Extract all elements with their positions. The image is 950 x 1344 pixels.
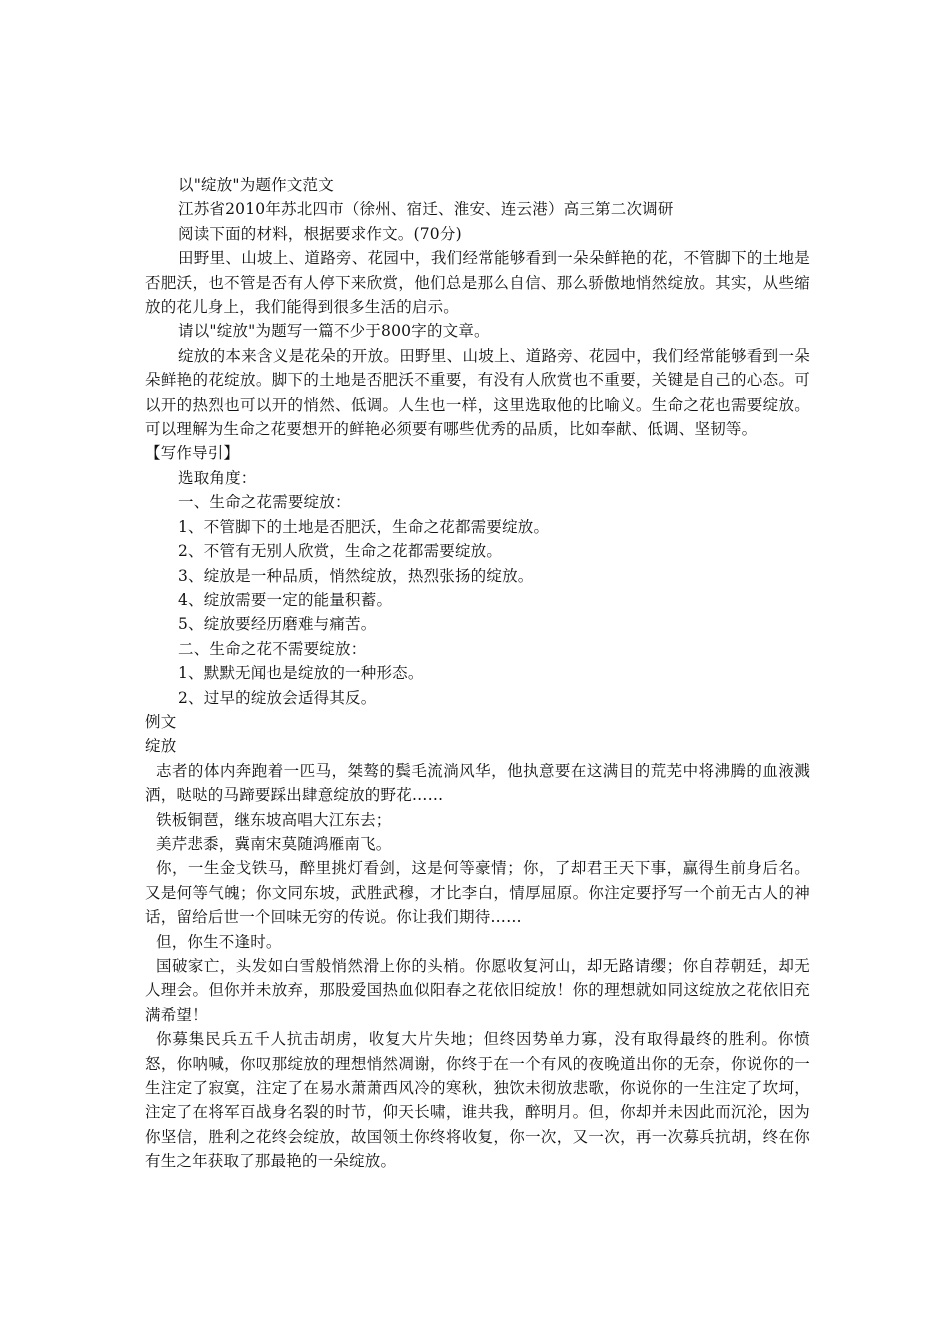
section2-title: 二、生命之花不需要绽放： (178, 639, 367, 658)
section1-item: 2、不管有无别人欣赏，生命之花都需要绽放。 (178, 542, 503, 561)
example-label: 例文 (145, 712, 177, 731)
analysis-paragraph: 绽放的本来含义是花朵的开放。田野里、山坡上、道路旁、花园中，我们经常能够看到一朵朵鲜艳的花绽放。脚下的土地是否肥沃不重要，有没有人欣赏也不重要，关键是自己的心态。可以开的热烈也可以开的悄然、低调。人生也一样，这里选取他的比喻义。生命之花也需要绽放。可以理解为生命之花要想开的鲜艳必须要有哪些优秀的品质，比如奉献、低调、坚韧等。 (145, 346, 810, 439)
section2-item: 2、过早的绽放会适得其反。 (178, 688, 377, 707)
essay-paragraph: 志者的体内奔跑着一匹马，桀骜的鬓毛流淌风华，他执意要在这满目的荒芜中将沸腾的血液溅洒，哒哒的马蹄要踩出肆意绽放的野花…… (145, 761, 810, 805)
section1-item: 3、绽放是一种品质，悄然绽放，热烈张扬的绽放。 (178, 566, 534, 585)
exam-source: 江苏省2010年苏北四市（徐州、宿迁、淮安、连云港）高三第二次调研 (178, 200, 674, 219)
requirement-text: 请以"绽放"为题写一篇不少于800字的文章。 (178, 322, 490, 341)
instruction-text: 阅读下面的材料，根据要求作文。(70分) (178, 224, 462, 243)
essay-paragraph: 但，你生不逢时。 (156, 932, 282, 951)
essay-paragraph: 国破家亡，头发如白雪般悄然滑上你的头梢。你愿收复河山，却无路请缨；你自荐朝廷，却无人理会。但你并未放弃，那股爱国热血似阳春之花依旧绽放！你的理想就如同这绽放之花依旧充满希望！ (145, 957, 810, 1024)
guide-heading: 【写作导引】 (145, 444, 240, 463)
essay-paragraph: 铁板铜琶，继东坡高唱大江东去； (156, 810, 392, 829)
essay-paragraph: 你募集民兵五千人抗击胡虏，收复大片失地；但终因势单力寡，没有取得最终的胜利。你愤怒，你呐喊，你叹那绽放的理想悄然凋谢，你终于在一个有风的夜晚道出你的无奈，你说你的一生注定了寂寞，注定了在易水萧萧西风冷的寒秋，独饮未彻放悲歌，你说你的一生注定了坎坷，注定了在将军百战身名裂的时节，仰天长啸，谁共我，醉明月。但，你却并未因此而沉沦，因为你坚信，胜利之花终会绽放，故国领土你终将收复，你一次，又一次，再一次募兵抗胡，终在你有生之年获取了那最艳的一朵绽放。 (145, 1030, 810, 1171)
section1-title: 一、生命之花需要绽放： (178, 493, 351, 512)
essay-paragraph: 美芹悲黍，冀南宋莫随鸿雁南飞。 (156, 834, 392, 853)
angle-label: 选取角度： (178, 468, 257, 487)
section1-item: 1、不管脚下的土地是否肥沃，生命之花都需要绽放。 (178, 517, 550, 536)
section1-item: 5、绽放要经历磨难与痛苦。 (178, 615, 377, 634)
material-paragraph: 田野里、山坡上、道路旁、花园中，我们经常能够看到一朵朵鲜艳的花，不管脚下的土地是否肥沃，也不管是否有人停下来欣赏，他们总是那么自信、那么骄傲地悄然绽放。其实，从些缩放的花儿身上，我们能得到很多生活的启示。 (145, 249, 810, 317)
document-body (145, 173, 810, 1174)
essay-title: 绽放 (145, 737, 177, 756)
section2-item: 1、默默无闻也是绽放的一种形态。 (178, 664, 424, 683)
document-title: 以"绽放"为题作文范文 (178, 176, 334, 194)
essay-paragraph: 你，一生金戈铁马，醉里挑灯看剑，这是何等豪情；你，了却君王天下事，赢得生前身后名。又是何等气魄；你文同东坡，武胜武穆，才比李白，情厚屈原。你注定要抒写一个前无古人的神话，留给后世一个回味无穷的传说。你让我们期待…… (145, 859, 810, 927)
section1-item: 4、绽放需要一定的能量积蓄。 (178, 590, 393, 609)
